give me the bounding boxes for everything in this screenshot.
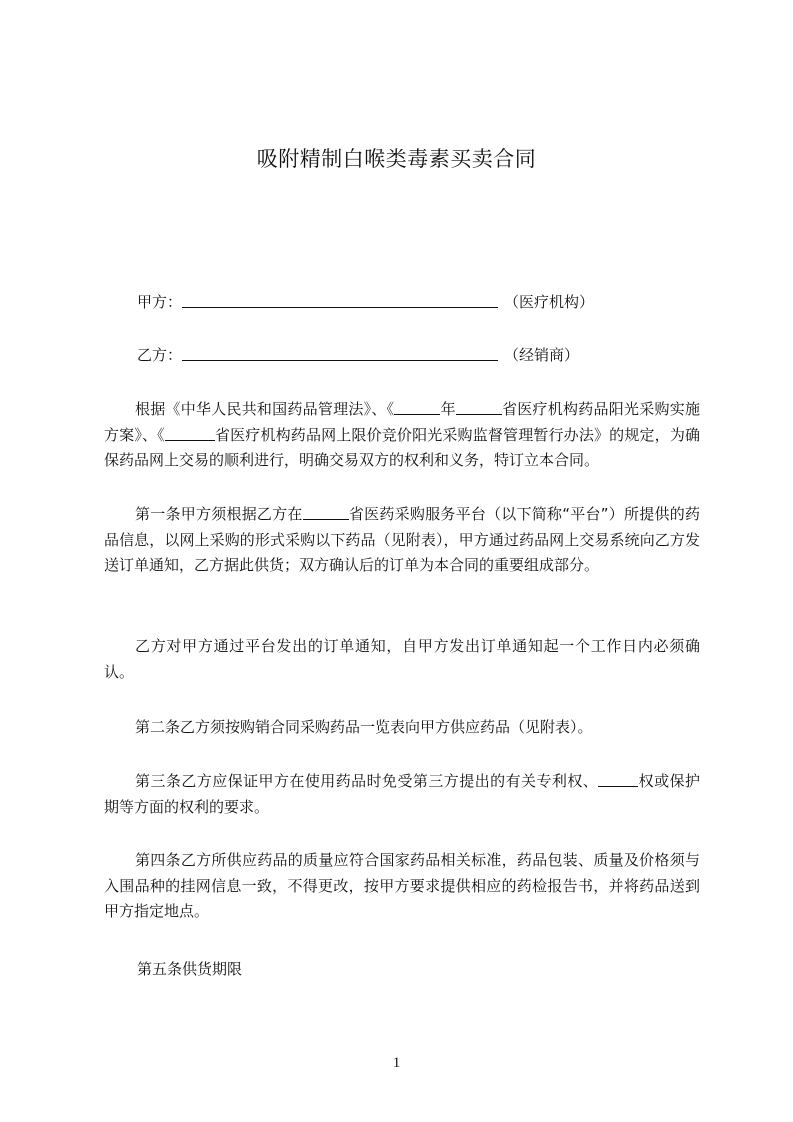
party-b-label: 乙方： — [137, 346, 183, 364]
article-4-paragraph: 第四条乙方所供应药品的质量应符合国家药品相关标准，药品包装、质量及价格须与入围品种的挂网信息一致，不得更改，按甲方要求提供相应的药检报告书，并将药品送到甲方指定地点。 — [104, 851, 700, 920]
article-1-confirm-paragraph: 乙方对甲方通过平台发出的订单通知，自甲方发出订单通知起一个工作日内必须确认。 — [104, 637, 700, 681]
preamble-text-3: 省医疗机构药品阳光采购实施方案》、《 — [104, 400, 700, 444]
article-3-text-2: 权或保护期等方面的权利的要求。 — [104, 772, 700, 816]
party-b-blank — [182, 346, 498, 361]
party-a-role: （医疗机构） — [504, 293, 595, 311]
article-3-paragraph — [104, 769, 700, 820]
article-1-paragraph — [104, 502, 700, 579]
preamble-text-2: 年 — [440, 400, 456, 418]
page-number: 1 — [392, 1055, 401, 1071]
preamble-paragraph — [104, 397, 700, 474]
article-1-text-2: 省医药采购服务平台（以下简称“平台”）所提供的药品信息，以网上采购的形式采购以下药品（见附表），甲方通过药品网上交易系统向乙方发送订单通知，乙方据此供货；双方确认后的订单为本合同的重要组成部分。 — [104, 505, 700, 574]
rights-blank — [598, 772, 638, 787]
party-a-line — [137, 292, 594, 312]
party-a-blank — [182, 293, 498, 308]
province-blank-2 — [165, 426, 215, 441]
preamble-text-4: 省医疗机构药品网上限价竞价阳光采购监督管理暂行办法》的规定，为确保药品网上交易的顺利进行，明确交易双方的权利和义务，特订立本合同。 — [104, 425, 700, 469]
party-b-line — [137, 345, 579, 365]
province-blank-1 — [456, 400, 502, 415]
party-b-role: （经销商） — [504, 346, 580, 364]
province-blank-3 — [303, 505, 349, 520]
article-1-text-1: 第一条甲方须根据乙方在 — [135, 505, 303, 523]
party-a-label: 甲方： — [137, 293, 183, 311]
preamble-text-1: 根据《中华人民共和国药品管理法》、《 — [135, 400, 395, 418]
article-5-heading: 第五条供货期限 — [137, 960, 243, 978]
document-title: 吸附精制白喉类毒素买卖合同 — [256, 147, 537, 171]
year-blank — [394, 400, 440, 415]
article-2-paragraph: 第二条乙方须按购销合同采购药品一览表向甲方供应药品（见附表）。 — [135, 718, 593, 736]
article-3-text-1: 第三条乙方应保证甲方在使用药品时免受第三方提出的有关专利权、 — [135, 772, 599, 790]
